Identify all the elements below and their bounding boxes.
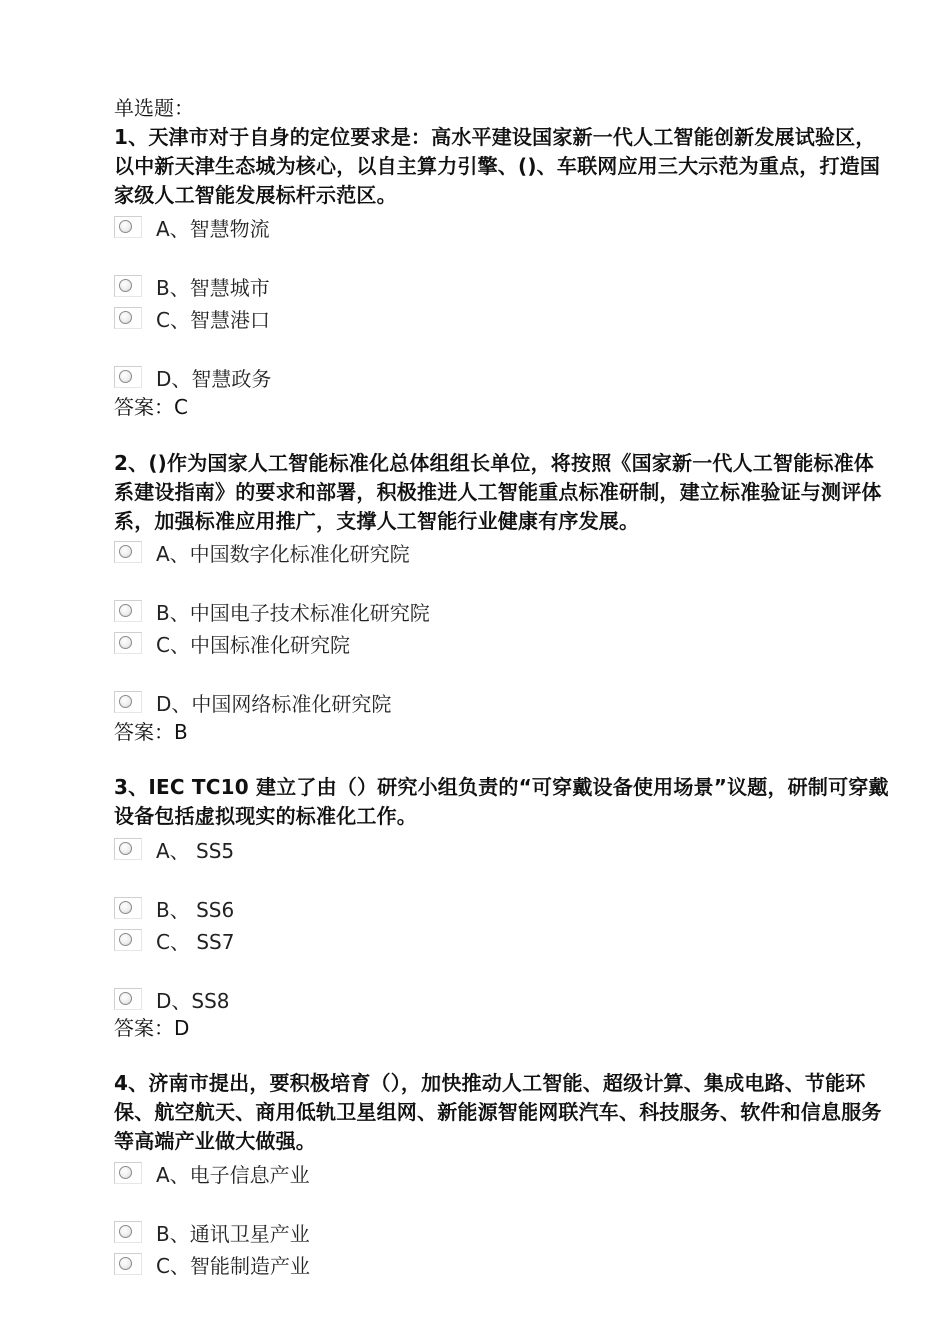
question-4-option-b[interactable] xyxy=(114,1219,310,1245)
question-1-option-c[interactable] xyxy=(114,305,270,331)
option-label: C、智能制造产业 xyxy=(156,1253,310,1278)
question-1-option-b[interactable] xyxy=(114,273,270,299)
option-label: C、智慧港口 xyxy=(156,307,270,332)
question-4-option-c[interactable] xyxy=(114,1251,310,1277)
option-label: B、通讯卫星产业 xyxy=(156,1221,310,1246)
radio-icon[interactable] xyxy=(114,1221,142,1243)
radio-icon[interactable] xyxy=(114,600,142,622)
question-2-answer: 答案：B xyxy=(114,720,188,744)
radio-icon[interactable] xyxy=(114,1162,142,1184)
option-label: D、智慧政务 xyxy=(156,366,272,391)
question-1-stem: 1、天津市对于自身的定位要求是：高水平建设国家新一代人工智能创新发展试验区，以中新天津生态城为核心，以自主算力引擎、()、车联网应用三大示范为重点，打造国家级人工智能发展标杆示范区。 xyxy=(114,125,881,207)
radio-icon[interactable] xyxy=(114,929,142,951)
question-2-option-c[interactable] xyxy=(114,630,350,656)
question-1-option-a[interactable] xyxy=(114,214,270,240)
radio-icon[interactable] xyxy=(114,541,142,563)
option-label: D、中国网络标准化研究院 xyxy=(156,691,392,716)
option-label: B、智慧城市 xyxy=(156,275,270,300)
radio-icon[interactable] xyxy=(114,691,142,713)
question-2-stem: 2、()作为国家人工智能标准化总体组组长单位，将按照《国家新一代人工智能标准体系建设指南》的要求和部署，积极推进人工智能重点标准研制，建立标准验证与测评体系，加强标准应用推广，支撑人工智能行业健康有序发展。 xyxy=(114,451,882,533)
question-2-option-a[interactable] xyxy=(114,539,410,565)
radio-icon[interactable] xyxy=(114,275,142,297)
question-2-option-b[interactable] xyxy=(114,598,430,624)
question-3-option-d[interactable] xyxy=(114,986,230,1012)
question-4-stem: 4、济南市提出，要积极培育（），加快推动人工智能、超级计算、集成电路、节能环保、航空航天、商用低轨卫星组网、新能源智能网联汽车、科技服务、软件和信息服务等高端产业做大做强。 xyxy=(114,1071,882,1153)
question-3-option-a[interactable] xyxy=(114,836,234,862)
option-label: D、SS8 xyxy=(156,988,230,1013)
question-3-answer: 答案：D xyxy=(114,1016,190,1040)
option-label: A、中国数字化标准化研究院 xyxy=(156,541,410,566)
radio-icon[interactable] xyxy=(114,366,142,388)
option-label: A、 SS5 xyxy=(156,838,235,863)
option-label: C、 SS7 xyxy=(156,929,235,954)
question-1-answer: 答案：C xyxy=(114,395,188,419)
question-3-option-c[interactable] xyxy=(114,927,234,953)
question-2-option-d[interactable] xyxy=(114,689,391,715)
radio-icon[interactable] xyxy=(114,897,142,919)
option-label: C、中国标准化研究院 xyxy=(156,632,350,657)
question-4-option-a[interactable] xyxy=(114,1160,310,1186)
radio-icon[interactable] xyxy=(114,216,142,238)
radio-icon[interactable] xyxy=(114,1253,142,1275)
question-1-option-d[interactable] xyxy=(114,364,271,390)
radio-icon[interactable] xyxy=(114,988,142,1010)
option-label: A、电子信息产业 xyxy=(156,1162,310,1187)
question-3-stem: 3、IEC TC10 建立了由（）研究小组负责的“可穿戴设备使用场景”议题，研制可穿戴设备包括虚拟现实的标准化工作。 xyxy=(114,775,889,828)
question-3-option-b[interactable] xyxy=(114,895,234,921)
radio-icon[interactable] xyxy=(114,632,142,654)
option-label: B、中国电子技术标准化研究院 xyxy=(156,600,430,625)
radio-icon[interactable] xyxy=(114,838,142,860)
radio-icon[interactable] xyxy=(114,307,142,329)
option-label: B、 SS6 xyxy=(156,897,235,922)
section-title: 单选题： xyxy=(114,96,194,120)
option-label: A、智慧物流 xyxy=(156,216,270,241)
